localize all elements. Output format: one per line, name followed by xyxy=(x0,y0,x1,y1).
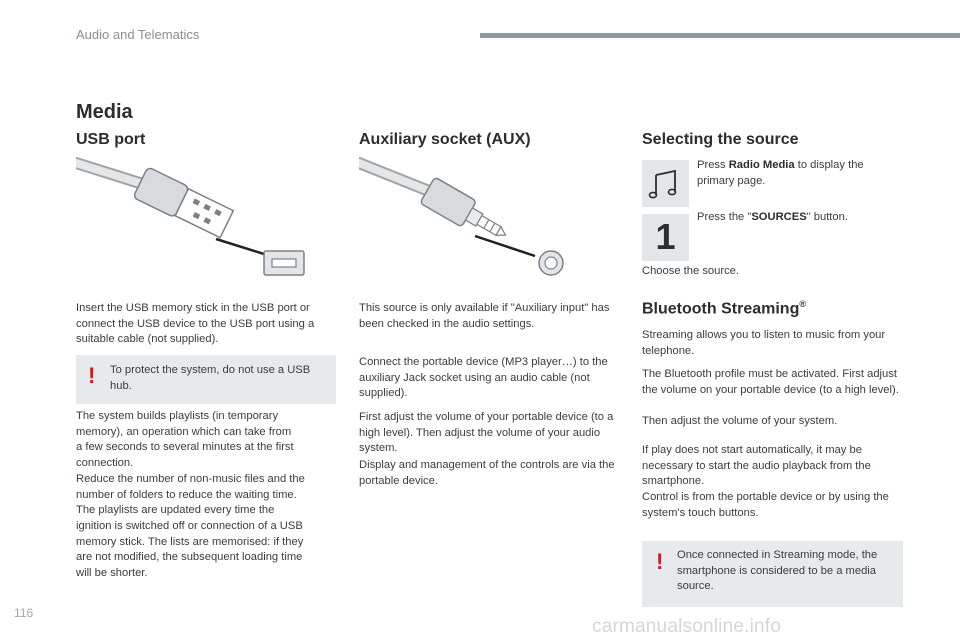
bluetooth-heading: Bluetooth Streaming® xyxy=(642,299,806,318)
usb-heading: USB port xyxy=(76,131,146,148)
music-note-icon xyxy=(642,160,689,207)
text-line: The playlists are updated every time the xyxy=(76,504,275,517)
header-bar xyxy=(480,33,960,38)
bluetooth-paragraph-2: The Bluetooth profile must be activated. First adjust the volume on your portable device (to a high level). xyxy=(642,368,899,396)
text-line: number of folders to reduce the waiting time. xyxy=(76,488,297,501)
warning-icon: ! xyxy=(656,549,664,574)
aux-paragraph-1: This source is only available if "Auxiliary input" has been checked in the audio settings. xyxy=(359,302,610,330)
usb-paragraph-1: Insert the USB memory stick in the USB port or connect the USB device to the USB port using a suitable cable (not supplied). xyxy=(76,302,315,346)
usb-warning-text: To protect the system, do not use a USB hub. xyxy=(110,364,311,392)
sources-label: SOURCES xyxy=(751,211,807,223)
aux-paragraph-2: Connect the portable device (MP3 player…) to the auxiliary Jack socket using an audio cable (not supplied). xyxy=(359,356,608,400)
aux-paragraph-3: First adjust the volume of your portable device (to a high level). Then adjust the volume of your audio system. xyxy=(359,411,614,455)
text-line: memory), an operation which can take from xyxy=(76,425,292,438)
text-line: connection. xyxy=(76,457,134,470)
usb-paragraph-2 xyxy=(76,409,356,582)
watermark: carmanualsonline.info xyxy=(592,616,782,637)
bluetooth-warning-note xyxy=(642,541,903,607)
step-number-badge xyxy=(642,214,689,261)
text-line: are not modified, the subsequent loading time xyxy=(76,551,303,564)
text-line: will be shorter. xyxy=(76,567,148,580)
bluetooth-paragraph-3: Then adjust the volume of your system. xyxy=(642,415,838,427)
text-line: memory stick. The lists are memorised: if they xyxy=(76,535,304,548)
source-step-1: Press Radio Media to display the primary page. xyxy=(697,159,864,187)
registered-mark: ® xyxy=(799,299,806,309)
text-line: a few seconds to several minutes at the first xyxy=(76,441,294,454)
page-title: Media xyxy=(76,101,133,123)
source-heading: Selecting the source xyxy=(642,131,799,148)
radio-media-button[interactable] xyxy=(642,160,689,207)
step-number: 1 xyxy=(655,216,676,257)
text-line: The system builds playlists (in temporary xyxy=(76,410,279,422)
aux-jack-illustration xyxy=(359,155,589,285)
source-step-2: Press the "SOURCES" button. xyxy=(697,211,848,223)
text-line: Reduce the number of non-music files and the xyxy=(76,472,305,485)
text-line: ignition is switched off or connection of a USB xyxy=(76,519,303,532)
aux-heading: Auxiliary socket (AUX) xyxy=(359,131,531,148)
usb-warning-note xyxy=(76,355,336,404)
section-title: Audio and Telematics xyxy=(76,27,200,42)
warning-icon: ! xyxy=(88,363,96,388)
radio-media-label: Radio Media xyxy=(728,159,795,171)
usb-illustration xyxy=(76,155,316,285)
source-choose: Choose the source. xyxy=(642,265,740,277)
bluetooth-warning-text: Once connected in Streaming mode, the smartphone is considered to be a media source. xyxy=(677,549,878,593)
page-number: 116 xyxy=(14,606,34,620)
aux-paragraph-4: Display and management of the controls are via the portable device. xyxy=(359,459,615,487)
bluetooth-paragraph-5: Control is from the portable device or by using the system's touch buttons. xyxy=(642,491,889,519)
bluetooth-paragraph-4: If play does not start automatically, it may be necessary to start the audio playback from the smartphone. xyxy=(642,444,871,488)
bluetooth-paragraph-1: Streaming allows you to listen to music from your telephone. xyxy=(642,329,886,357)
